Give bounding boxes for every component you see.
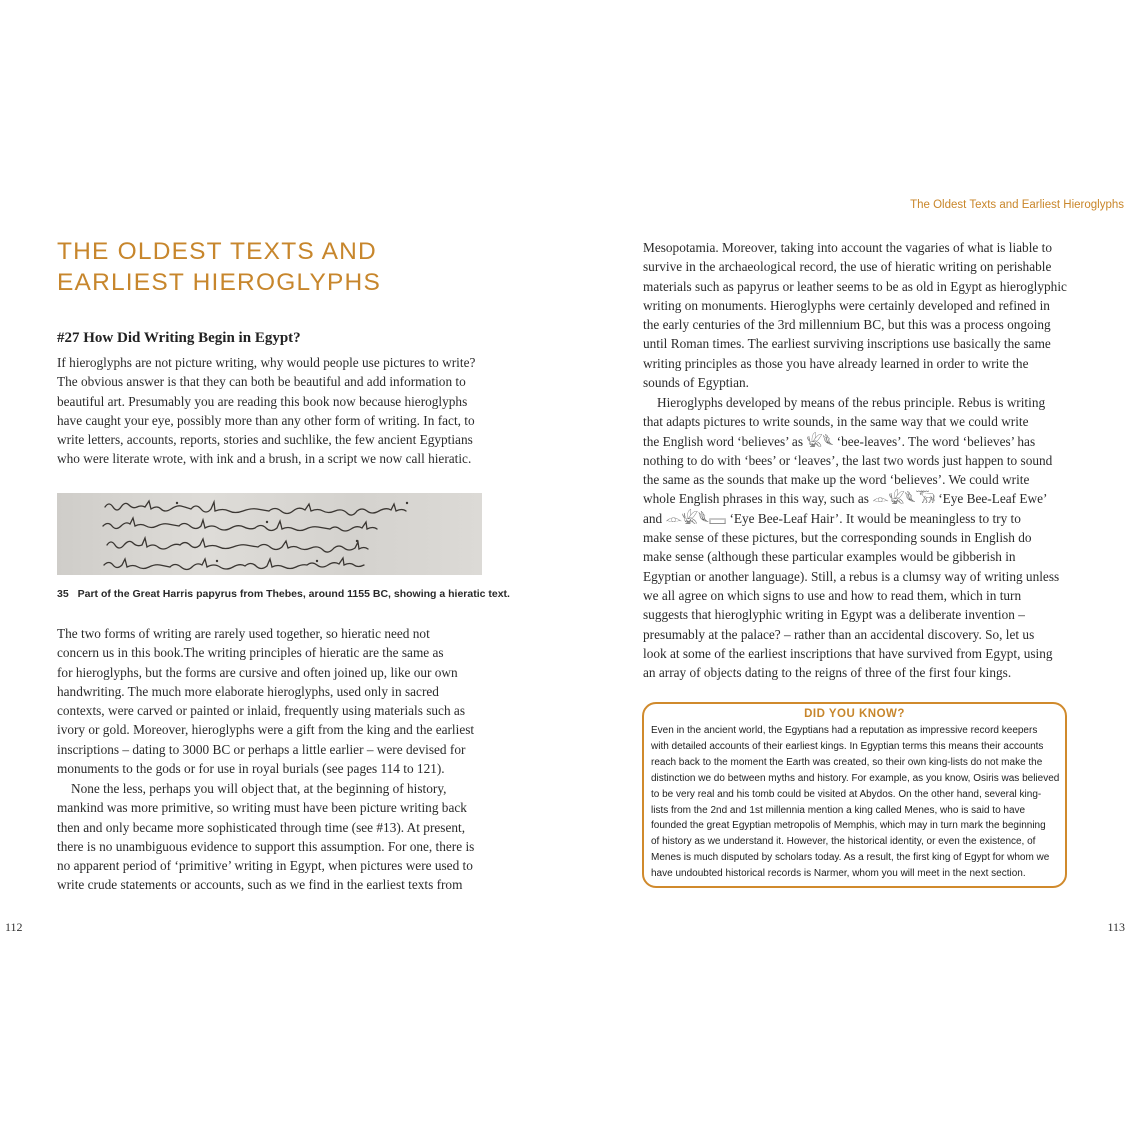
text-line: Mesopotamia. Moreover, taking into account the vagaries of what is liable to — [643, 240, 1052, 255]
chapter-title — [57, 236, 487, 298]
did-you-know-title: DID YOU KNOW? — [804, 708, 905, 720]
text-line: that adapts pictures to write sounds, in the same way that we could write — [643, 414, 1029, 430]
text-line: make sense of these pictures, but the corresponding sounds in English do — [643, 530, 1032, 546]
text-line: lists from the 2nd and 1st millennia mention a king called Menes, who is said to have — [651, 804, 1026, 816]
text-line: with detailed accounts of their earliest kings. In Egyptian terms this means their accounts — [651, 740, 1044, 752]
text-line: Hieroglyphs developed by means of the rebus principle. Rebus is writing — [657, 395, 1046, 410]
text-line: beautiful art. Presumably you are reading this book now because hieroglyphs — [57, 393, 468, 409]
text-line: the early centuries of the 3rd millennium BC, but this was a process ongoing — [643, 317, 1051, 333]
text-line: there is no unambiguous evidence to support this assumption. For one, there is — [57, 838, 475, 854]
text-line: Even in the ancient world, the Egyptians had a reputation as impressive record keepers — [651, 725, 1038, 736]
text-line: None the less, perhaps you will object that, at the beginning of history, — [71, 781, 447, 796]
text-line: presumably at the palace? – rather than an accidental discovery. So, let us — [643, 626, 1035, 642]
text-line: concern us in this book.The writing principles of hieratic are the same as — [57, 645, 444, 661]
text-line: The two forms of writing are rarely used together, so hieratic need not — [57, 626, 430, 641]
text-line: an array of objects dating to the reigns of three of the first four kings. — [643, 665, 1012, 681]
text-line: suggests that hieroglyphic writing in Egypt was a deliberate invention – — [643, 607, 1025, 623]
paragraph-hieratic — [57, 624, 474, 778]
text-line: to be very real and his tomb could be visited at Abydos. On the other hand, several king- — [651, 788, 1042, 800]
text-line: of history as we understand it. However, the historical identity, or even the existence, of — [651, 836, 1036, 848]
paragraph-objection — [57, 779, 474, 895]
running-head: The Oldest Texts and Earliest Hieroglyphs — [910, 199, 1124, 211]
hieratic-script-drawing — [57, 493, 482, 575]
chapter-title-line-1: THE OLDEST TEXTS AND — [57, 238, 377, 265]
text-line: the same as the sounds that make up the word ‘believes’. We could write — [643, 472, 1030, 488]
text-line: for hieroglyphs, but the forms are cursive and often joined up, like our own — [57, 664, 458, 680]
chapter-title-line-2: EARLIEST HIEROGLYPHS — [57, 269, 381, 296]
text-line: inscriptions – dating to 3000 BC or perhaps a little earlier – were devised for — [57, 741, 466, 757]
text-line: the English word ‘believes’ as 𓆤𓆰 ‘bee-leaves’. The word ‘believes’ has — [643, 433, 1036, 449]
text-line: handwriting. The much more elaborate hieroglyphs, used only in sacred — [57, 683, 439, 699]
text-line: contexts, were carved or painted or inlaid, frequently using materials such as — [57, 703, 466, 719]
text-line: and 𓁹𓆤𓆰𓈙 ‘Eye Bee-Leaf Hair’. It would be meaningless to try to — [643, 510, 1021, 526]
text-line: have undoubted historical records is Narmer, whom you will meet in the next section. — [651, 868, 1026, 880]
text-line: writing principles as those you have already learned in order to write the — [643, 355, 1029, 371]
text-line: ivory or gold. Moreover, hieroglyphs were a gift from the king and the earliest — [57, 722, 475, 738]
text-line: whole English phrases in this way, such as 𓁹𓆤𓆰𓃝 ‘Eye Bee-Leaf Ewe’ — [643, 491, 1048, 507]
text-line: have caught your eye, possibly more than any other form of writing. In fact, to — [57, 412, 475, 428]
paragraph-intro — [57, 353, 475, 469]
text-line: The obvious answer is that they can both be beautiful and add information to — [57, 374, 466, 390]
text-line: who were literate wrote, with ink and a brush, in a script we now call hieratic. — [57, 451, 472, 467]
hieratic-papyrus-image — [57, 493, 482, 575]
figure-caption — [57, 588, 510, 600]
text-line: materials such as papyrus or leather seems to be as old in Egypt as hieroglyphic — [643, 278, 1067, 294]
did-you-know-body — [651, 723, 1063, 882]
text-line: Egyptian or another language). Still, a rebus is a clumsy way of writing unless — [643, 568, 1060, 584]
text-line: make sense (although these particular examples would be gibberish in — [643, 549, 1016, 565]
text-line: If hieroglyphs are not picture writing, why would people use pictures to write? — [57, 355, 476, 370]
paragraph-mesopotamia — [643, 238, 1067, 392]
paragraph-rebus — [643, 393, 1059, 682]
figure-number: 35 — [57, 588, 69, 600]
text-line: we all agree on which signs to use and how to read them, which in turn — [643, 587, 1022, 603]
text-line: then and only became more sophisticated through time (see #13). At present, — [57, 819, 466, 835]
page-number-left: 112 — [5, 920, 23, 934]
section-heading: #27 How Did Writing Begin in Egypt? — [57, 330, 301, 346]
text-line: no apparent period of ‘primitive’ writing in Egypt, when pictures were used to — [57, 858, 473, 874]
text-line: Menes is much disputed by scholars today. As a result, the first king of Egypt for whom we — [651, 852, 1050, 864]
text-line: nothing to do with ‘bees’ or ‘leaves’, the last two words just happen to sound — [643, 452, 1053, 468]
text-line: monuments to the gods or for use in royal burials (see pages 114 to 121). — [57, 761, 445, 777]
page-number-right: 113 — [1107, 920, 1125, 934]
did-you-know-box — [642, 702, 1067, 888]
text-line: survive in the archaeological record, the use of hieratic writing on perishable — [643, 259, 1052, 275]
text-line: distinction we do between myths and history. For example, as you know, Osiris was believed — [651, 772, 1060, 784]
text-line: until Roman times. The earliest surviving inscriptions use basically the same — [643, 336, 1051, 352]
caption-text: Part of the Great Harris papyrus from Thebes, around 1155 BC, showing a hieratic text. — [77, 588, 510, 600]
text-line: look at some of the earliest inscriptions that have survived from Egypt, using — [643, 645, 1053, 661]
text-line: write crude statements or accounts, such as we find in the earliest texts from — [57, 877, 463, 893]
text-line: sounds of Egyptian. — [643, 375, 749, 391]
text-line: writing on monuments. Hieroglyphs were certainly developed and refined in — [643, 297, 1050, 313]
text-line: reach back to the moment the Earth was created, so their own king-lists do not make the — [651, 756, 1043, 768]
text-line: founded the great Egyptian metropolis of Memphis, which may in turn mark the beginning — [651, 820, 1046, 832]
text-line: mankind was more primitive, so writing must have been picture writing back — [57, 800, 467, 816]
text-line: write letters, accounts, reports, stories and suchlike, the few ancient Egyptians — [57, 432, 473, 448]
